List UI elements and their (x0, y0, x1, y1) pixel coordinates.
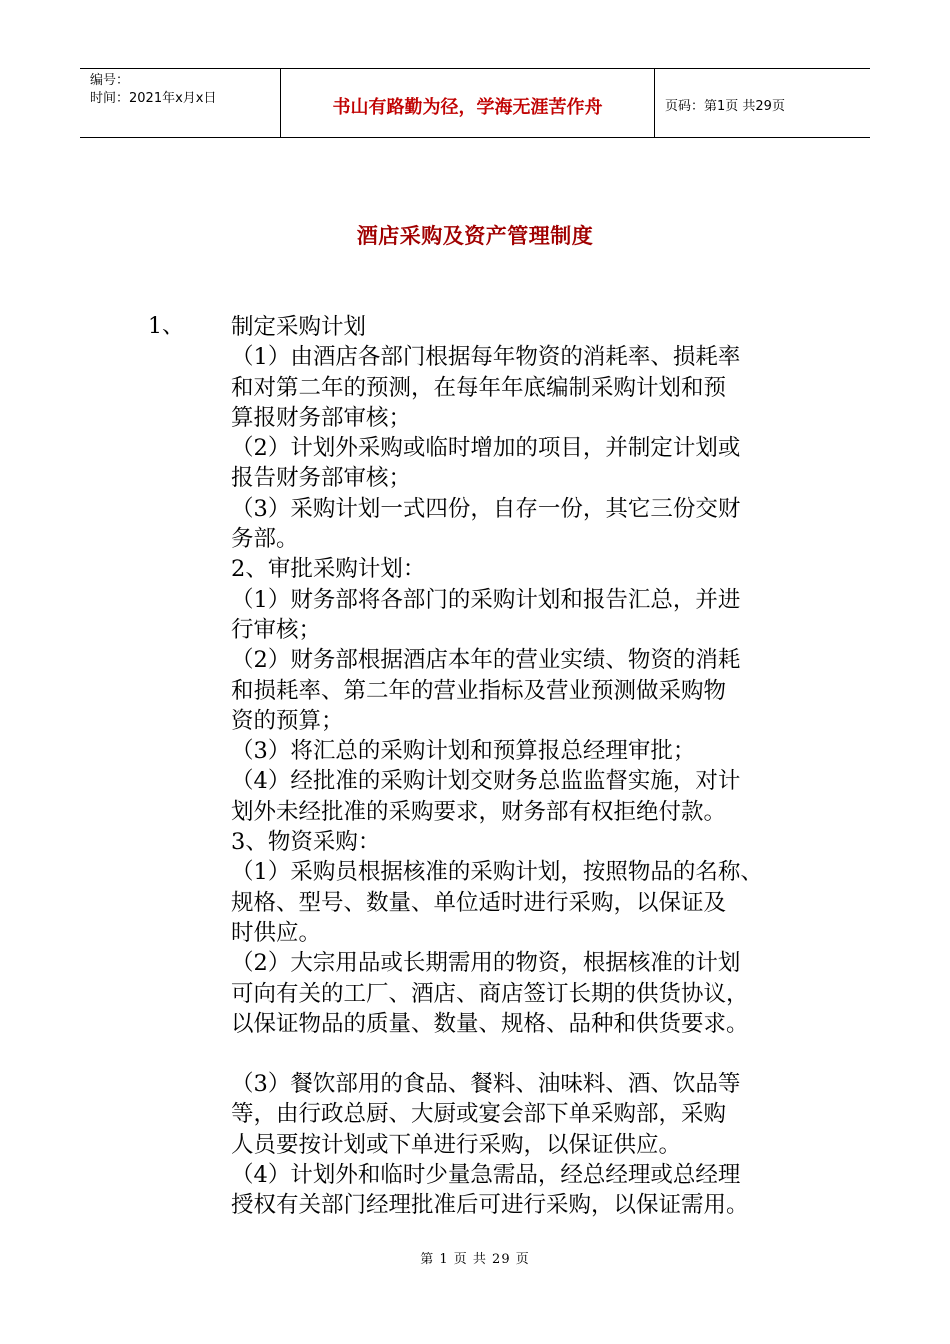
header-motto-cell (281, 69, 655, 137)
body-line: 时供应。 (231, 919, 322, 946)
body-line: （3）将汇总的采购计划和预算报总经理审批； (231, 738, 696, 765)
body-line: 授权有关部门经理批准后可进行采购，以保证需用。 (231, 1192, 749, 1219)
body-line: （1）采购员根据核准的采购计划，按照物品的名称、 (231, 859, 763, 886)
body-line: 以保证物品的质量、数量、规格、品种和供货要求。 (231, 1010, 749, 1037)
page-header (80, 68, 870, 138)
document-body (231, 312, 831, 1221)
section-number: 1、 (148, 314, 184, 339)
body-line: （3）采购计划一式四份，自存一份，其它三份交财 (231, 495, 741, 522)
header-page-cell (655, 69, 870, 137)
body-line: 行审核； (231, 616, 322, 643)
body-line: 制定采购计划 (231, 314, 367, 340)
header-meta-cell (80, 69, 281, 137)
body-line: 可向有关的工厂、酒店、商店签订长期的供货协议， (231, 980, 749, 1007)
page-footer: 第 1 页 共 29 页 (420, 1252, 530, 1267)
body-line: 和对第二年的预测，在每年年底编制采购计划和预 (231, 374, 727, 401)
body-line: 务部。 (231, 526, 299, 553)
body-line: 2、审批采购计划： (231, 556, 426, 583)
document-number-label: 编号： (90, 73, 130, 88)
body-line: （2）大宗用品或长期需用的物资，根据核准的计划 (231, 950, 741, 977)
body-line: 等，由行政总厨、大厨或宴会部下单采购部，采购 (231, 1101, 727, 1128)
body-line: 报告财务部审核； (231, 465, 412, 492)
document-title: 酒店采购及资产管理制度 (356, 223, 594, 248)
body-line: （1）由酒店各部门根据每年物资的消耗率、损耗率 (231, 344, 741, 371)
body-line: 划外未经批准的采购要求，财务部有权拒绝付款。 (231, 798, 727, 825)
header-motto: 书山有路勤为径，学海无涯苦作舟 (332, 97, 603, 118)
body-line: （2）计划外采购或临时增加的项目，并制定计划或 (231, 435, 741, 462)
body-line: （4）经批准的采购计划交财务总监监督实施，对计 (231, 768, 741, 795)
body-line: 人员要按计划或下单进行采购，以保证供应。 (231, 1131, 682, 1158)
body-line: （1）财务部将各部门的采购计划和报告汇总，并进 (231, 586, 741, 613)
body-line: 和损耗率、第二年的营业指标及营业预测做采购物 (231, 677, 727, 704)
body-line: （4）计划外和临时少量急需品，经总经理或总经理 (231, 1162, 741, 1189)
body-line: （3）餐饮部用的食品、餐料、油味料、酒、饮品等 (231, 1071, 741, 1098)
body-line: 3、物资采购： (231, 829, 381, 856)
body-line: （2）财务部根据酒店本年的营业实绩、物资的消耗 (231, 647, 741, 674)
body-line: 规格、型号、数量、单位适时进行采购，以保证及 (231, 889, 727, 916)
header-page-info: 页码：第1页 共29页 (665, 99, 785, 114)
paragraph-gap (231, 1039, 831, 1069)
body-line: 算报财务部审核； (231, 404, 412, 431)
document-time-label: 时间：2021年x月x日 (90, 91, 217, 106)
body-line: 资的预算； (231, 707, 344, 734)
